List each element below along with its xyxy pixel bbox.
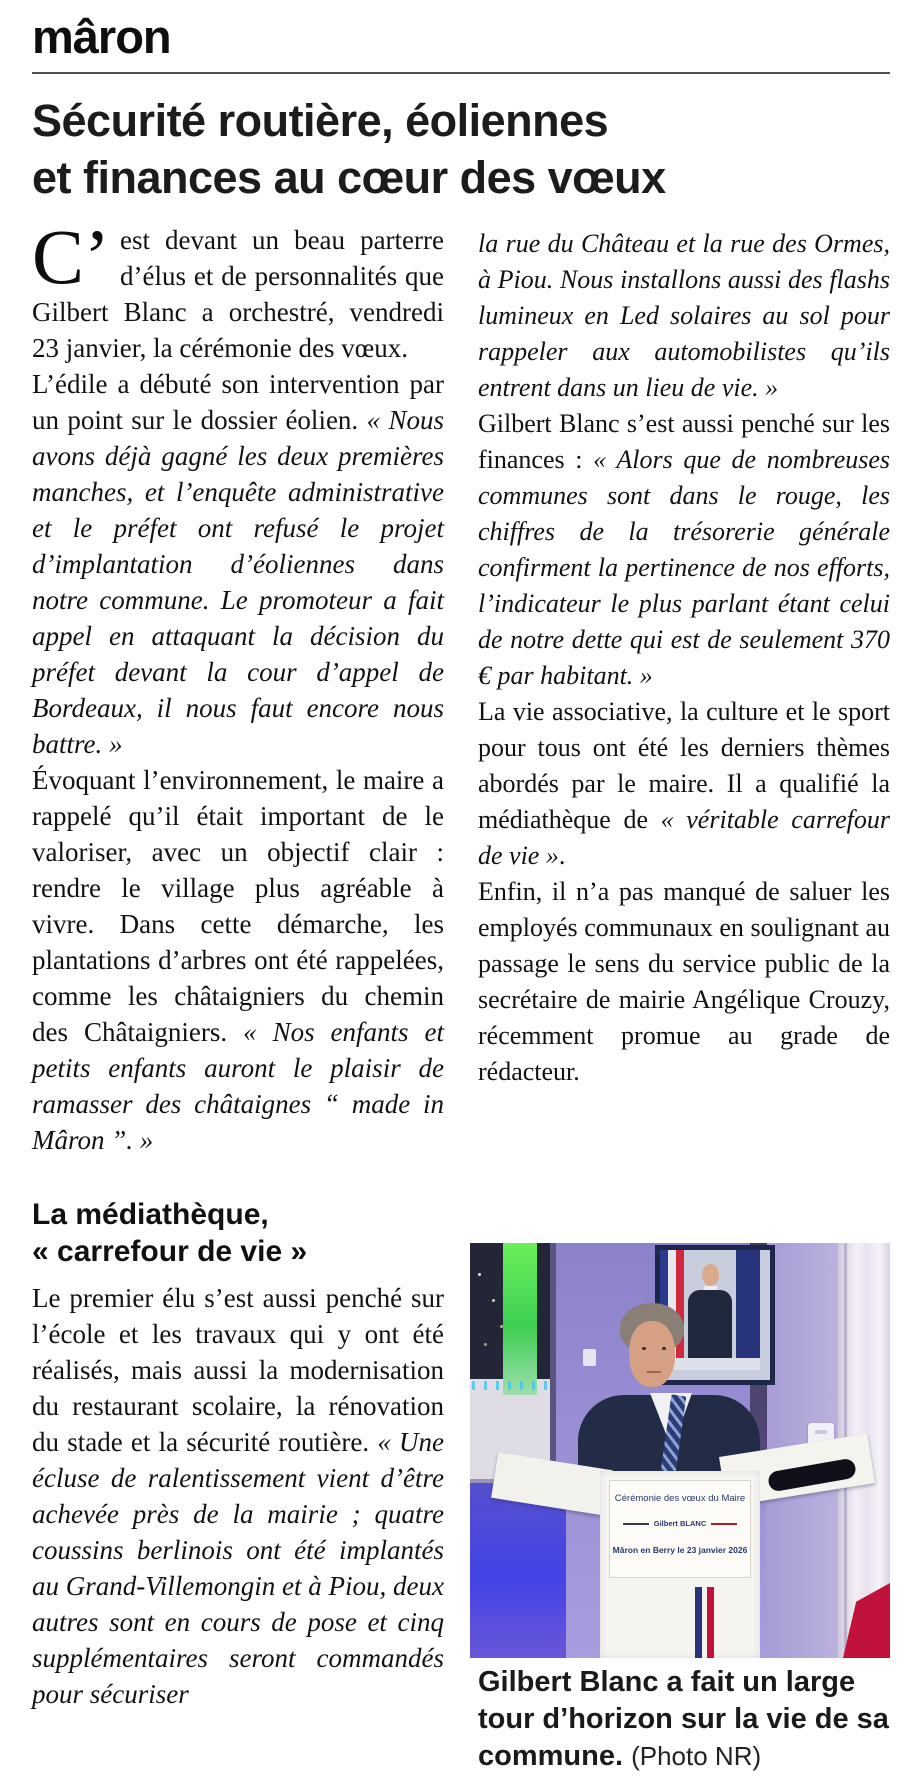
subheading-line-1: La médiathèque, — [32, 1198, 269, 1231]
speaker-eye-left — [642, 1347, 646, 1350]
paragraph-environnement-lead: Évoquant l’environnement, le maire a rappelé qu’il était important de le valoriser, avec un objectif clair : rendre le village plus agréable à vivre. Dans cette démarche, les plantations d’arbres ont été rappelées, comme les châtaigniers du chemin des Châtaigniers. — [32, 765, 444, 1047]
projected-dot-row — [472, 1381, 548, 1390]
paragraph-finances — [478, 406, 890, 694]
article-photo — [470, 1243, 890, 1658]
green-light-band — [503, 1243, 537, 1395]
paragraph-employes-text: Enfin, il n’a pas manqué de saluer les employés communaux en soulignant au passage le sens du service public de la secrétaire de mairie Angélique Crouzy, récemment promue au grade de rédacteur. — [478, 877, 890, 1086]
light-switch-small — [583, 1349, 596, 1366]
paragraph-intro — [32, 213, 444, 366]
paragraph-vie-associative-lead: La vie associative, la culture et le sport pour tous ont été les derniers thèmes abordés par le maire. Il a qualifié la médiathèque de — [478, 697, 890, 834]
article-headline — [32, 92, 892, 206]
paragraph-eolien-lead: L’édile a débuté son intervention par un point sur le dossier éolien. — [32, 369, 444, 435]
blue-stage-light — [470, 1483, 566, 1658]
podium-sign-date: Mâron en Berry le 23 janvier 2026 — [612, 1545, 748, 1555]
article-column-1 — [32, 213, 444, 1712]
article-column-2 — [478, 226, 890, 1240]
speaker-mouth — [647, 1371, 661, 1373]
photo-credit: (Photo NR) — [631, 1741, 762, 1771]
podium-stripe-blue — [695, 1587, 702, 1658]
portrait-eu-flag — [736, 1250, 760, 1370]
screen-edge — [550, 1243, 556, 1483]
firework-sparkles — [478, 1273, 481, 1276]
paragraph-travaux — [32, 1280, 444, 1712]
photo-caption-text: Gilbert Blanc a fait un large tour d’horizon sur la vie de sa commune. — [478, 1666, 889, 1772]
paragraph-travaux-lead: Le premier élu s’est aussi penché sur l’école et les travaux qui y ont été réalisés, mais aussi la modernisation du restaurant scolaire, la rénovation du stade et la sécurité routière. — [32, 1283, 444, 1457]
paragraph-travaux-quote-part2: la rue du Château et la rue des Ormes, à Piou. Nous installons aussi des flashs lumineux en Led solaires au sol pour rappeler aux automobilistes qu’ils entrent dans un lieu de vie. » — [478, 229, 890, 402]
paragraph-travaux-suite — [478, 226, 890, 406]
podium-sign-title: Cérémonie des vœux du Maire — [614, 1493, 746, 1504]
subheading-line-2: « carrefour de vie » — [32, 1235, 308, 1268]
headline-line-1: Sécurité routière, éoliennes — [32, 95, 609, 146]
paragraph-employes — [478, 874, 890, 1090]
paragraph-intro-text: est devant un beau parterre d’élus et de personnalités que Gilbert Blanc a orchestré, vendredi 23 janvier, la cérémonie des vœux. — [32, 225, 444, 363]
paragraph-eolien — [32, 366, 444, 762]
photo-caption — [478, 1664, 892, 1775]
masthead-rule — [32, 72, 890, 74]
switch-slot — [815, 1430, 827, 1434]
paragraph-finances-lead: Gilbert Blanc s’est aussi penché sur les finances : — [478, 409, 890, 474]
podium-sign-name: Gilbert BLANC — [653, 1519, 707, 1528]
paragraph-vie-associative-tail: . — [558, 841, 566, 870]
headline-line-2: et finances au cœur des vœux — [32, 152, 666, 203]
podium-sign-name-row — [610, 1519, 750, 1528]
podium-stripe-red — [707, 1587, 714, 1658]
sign-rule-right — [711, 1523, 737, 1525]
podium-sign — [610, 1481, 750, 1577]
paragraph-environnement-quote: « Nos enfants et petits enfants auront le plaisir de ramasser des châtaignes “ made in Mâron ”. » — [32, 1017, 444, 1155]
sign-rule-left — [623, 1523, 649, 1525]
speaker-face — [629, 1321, 675, 1387]
drop-cap: C’ — [32, 213, 110, 300]
paragraph-vie-associative — [478, 694, 890, 874]
section-title: mâron — [32, 10, 171, 63]
portrait-head — [702, 1264, 719, 1286]
podium — [600, 1471, 760, 1658]
paragraph-vie-associative-quote: « véritable carrefour de vie » — [478, 805, 890, 870]
paragraph-eolien-quote: « Nous avons déjà gagné les deux premières manches, et l’enquête administrative et le préfet ont refusé le projet d’implantation d’éoliennes dans notre commune. Le promoteur a fait appel en attaquant la décision du préfet devant la cour d’appel de Bordeaux, il nous faut encore nous battre. » — [32, 405, 444, 759]
portrait-signature-band — [660, 1358, 760, 1370]
paragraph-environnement — [32, 762, 444, 1158]
paragraph-finances-quote: « Alors que de nombreuses communes sont dans le rouge, les chiffres de la trésorerie générale confirment la pertinence de nos efforts, l’indicateur le plus parlant étant celui de notre dette qui est de seulement 370 € par habitant. » — [478, 445, 890, 690]
subheading-mediatheque — [32, 1196, 444, 1270]
speaker-eye-right — [662, 1347, 666, 1350]
paragraph-travaux-quote-part1: « Une écluse de ralentissement vient d’être achevée près de la mairie ; quatre coussins berlinois ont été implantés au Grand-Villemongin et à Piou, deux autres sont en cours de pose et cinq supplémentaires seront commandés pour sécuriser — [32, 1427, 444, 1709]
